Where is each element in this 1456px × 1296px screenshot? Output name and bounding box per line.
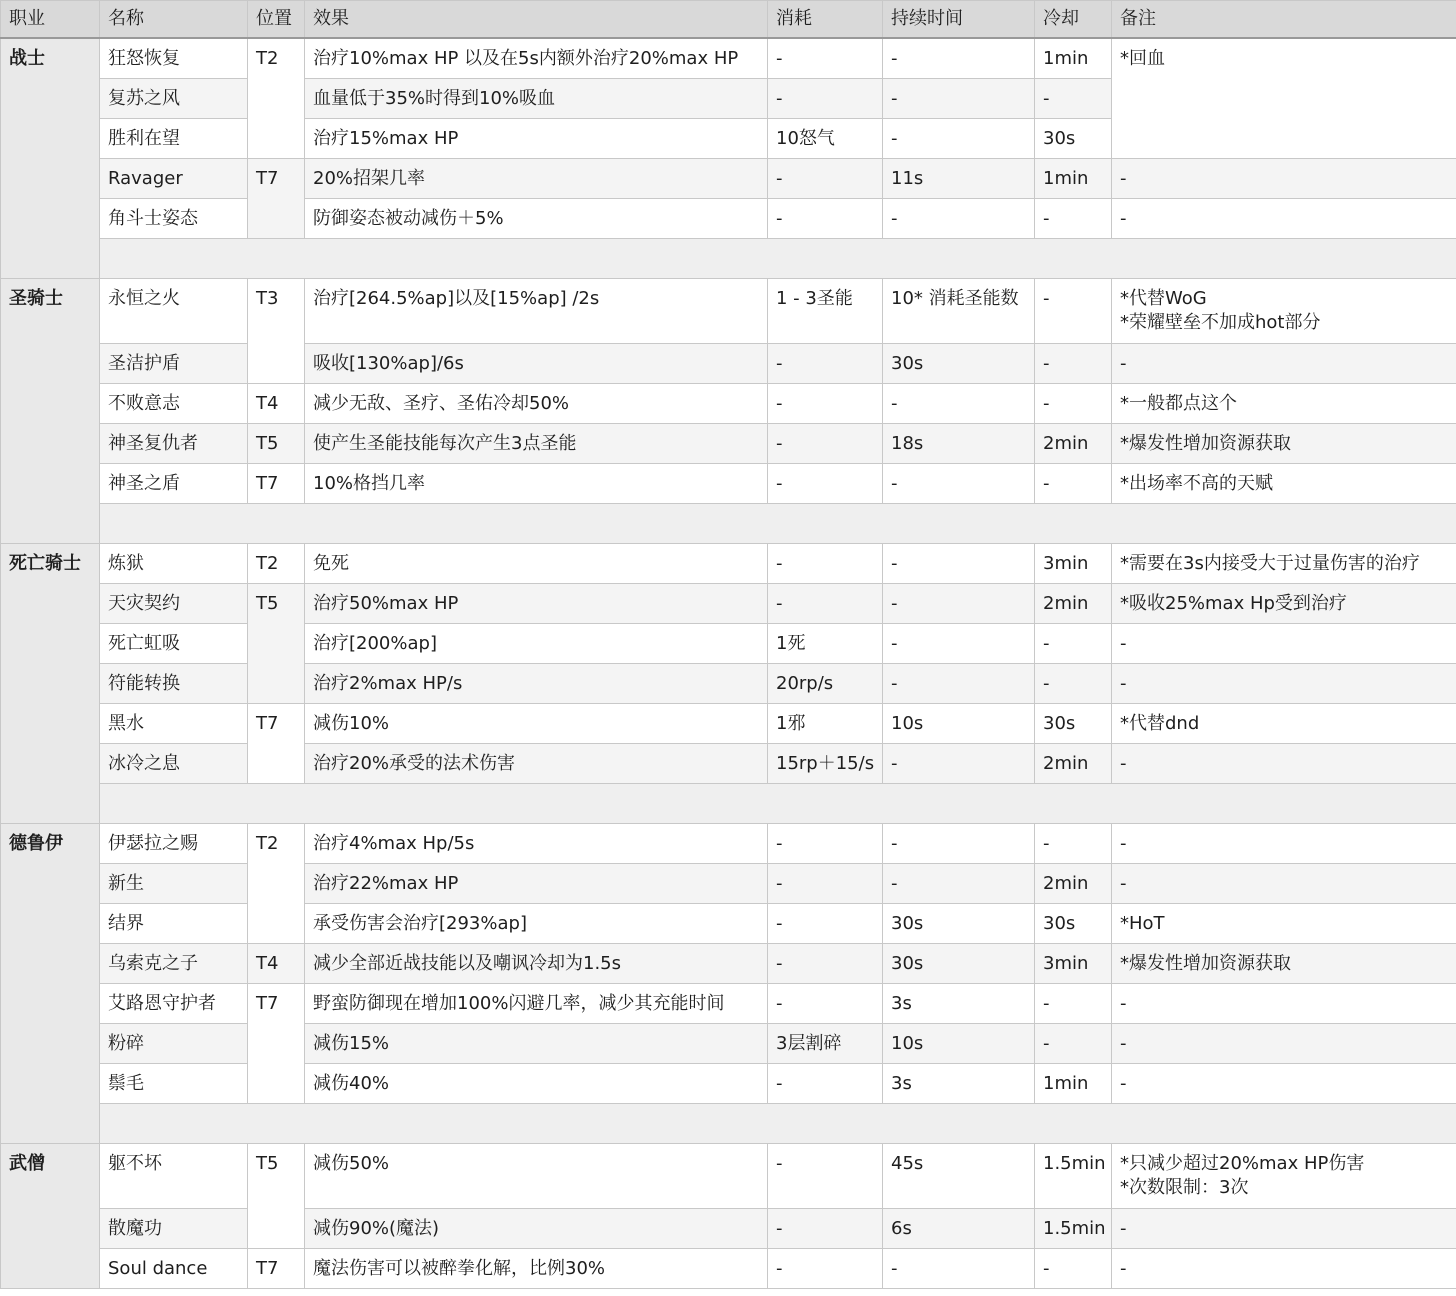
notes-cell: - (1112, 1208, 1456, 1248)
name-cell: 复苏之风 (100, 78, 248, 118)
effect-cell: 治疗15%max HP (305, 118, 768, 158)
notes-cell: *爆发性增加资源获取 (1112, 943, 1456, 983)
name-cell: 冰冷之息 (100, 743, 248, 783)
effect-cell: 治疗50%max HP (305, 583, 768, 623)
notes-cell: *爆发性增加资源获取 (1112, 423, 1456, 463)
name-cell: 神圣复仇者 (100, 423, 248, 463)
notes-cell: - (1112, 823, 1456, 863)
duration-cell: 10s (883, 703, 1035, 743)
cost-cell: - (768, 983, 883, 1023)
cooldown-cell: 30s (1035, 703, 1112, 743)
duration-cell: 3s (883, 983, 1035, 1023)
cost-cell: - (768, 198, 883, 238)
notes-cell: - (1112, 863, 1456, 903)
cooldown-cell: - (1035, 983, 1112, 1023)
effect-cell: 治疗22%max HP (305, 863, 768, 903)
cost-cell: 15rp＋15/s (768, 743, 883, 783)
cooldown-cell: 30s (1035, 903, 1112, 943)
effect-cell: 吸收[130%ap]/6s (305, 343, 768, 383)
effect-cell: 魔法伤害可以被醉拳化解，比例30% (305, 1248, 768, 1288)
name-cell: 乌索克之子 (100, 943, 248, 983)
duration-cell: - (883, 1248, 1035, 1288)
cost-cell: 10怒气 (768, 118, 883, 158)
cooldown-cell: 1min (1035, 158, 1112, 198)
class-cell: 圣骑士 (1, 278, 100, 543)
class-cell: 德鲁伊 (1, 823, 100, 1143)
name-cell: 结界 (100, 903, 248, 943)
notes-cell: *需要在3s内接受大于过量伤害的治疗 (1112, 543, 1456, 583)
cost-cell: - (768, 903, 883, 943)
cooldown-cell: - (1035, 623, 1112, 663)
spacer-cell (100, 238, 1456, 278)
notes-cell: *只减少超过20%max HP伤害 *次数限制：3次 (1112, 1143, 1456, 1208)
name-cell: 新生 (100, 863, 248, 903)
notes-cell: - (1112, 198, 1456, 238)
table-row (1, 583, 1456, 623)
name-cell: 角斗士姿态 (100, 198, 248, 238)
cost-cell: - (768, 863, 883, 903)
header-cost: 消耗 (768, 1, 883, 39)
table-row (1, 1208, 1456, 1248)
notes-cell: - (1112, 1023, 1456, 1063)
duration-cell: - (883, 118, 1035, 158)
duration-cell: - (883, 743, 1035, 783)
tier-cell: T5 (248, 583, 305, 703)
table-row (1, 38, 1456, 78)
effect-cell: 减少无敌、圣疗、圣佑冷却50% (305, 383, 768, 423)
tier-cell: T2 (248, 823, 305, 943)
notes-cell: *吸收25%max Hp受到治疗 (1112, 583, 1456, 623)
name-cell: 符能转换 (100, 663, 248, 703)
cooldown-cell: 3min (1035, 943, 1112, 983)
group-spacer-row (1, 503, 1456, 543)
cost-cell: - (768, 383, 883, 423)
duration-cell: 10* 消耗圣能数 (883, 278, 1035, 343)
duration-cell: 3s (883, 1063, 1035, 1103)
notes-cell: *代替WoG *荣耀壁垒不加成hot部分 (1112, 278, 1456, 343)
name-cell: 艾路恩守护者 (100, 983, 248, 1023)
name-cell: 永恒之火 (100, 278, 248, 343)
name-cell: 胜利在望 (100, 118, 248, 158)
effect-cell: 减少全部近战技能以及嘲讽冷却为1.5s (305, 943, 768, 983)
table-row (1, 158, 1456, 198)
cost-cell: 1 - 3圣能 (768, 278, 883, 343)
duration-cell: 10s (883, 1023, 1035, 1063)
cooldown-cell: 2min (1035, 423, 1112, 463)
tier-cell: T2 (248, 38, 305, 158)
effect-cell: 使产生圣能技能每次产生3点圣能 (305, 423, 768, 463)
group-spacer-row (1, 783, 1456, 823)
table-row (1, 1063, 1456, 1103)
name-cell: 死亡虹吸 (100, 623, 248, 663)
effect-cell: 治疗[200%ap] (305, 623, 768, 663)
name-cell: 鬃毛 (100, 1063, 248, 1103)
class-cell: 战士 (1, 38, 100, 278)
duration-cell: 30s (883, 903, 1035, 943)
cost-cell: 3层割碎 (768, 1023, 883, 1063)
cost-cell: 1死 (768, 623, 883, 663)
table-row (1, 663, 1456, 703)
cost-cell: 1邪 (768, 703, 883, 743)
notes-cell: *代替dnd (1112, 703, 1456, 743)
table-row (1, 383, 1456, 423)
name-cell: 天灾契约 (100, 583, 248, 623)
cooldown-cell: 2min (1035, 583, 1112, 623)
cooldown-cell: - (1035, 198, 1112, 238)
duration-cell: 18s (883, 423, 1035, 463)
duration-cell: 11s (883, 158, 1035, 198)
duration-cell: - (883, 198, 1035, 238)
cooldown-cell: - (1035, 1248, 1112, 1288)
class-cell: 武僧 (1, 1143, 100, 1288)
name-cell: Ravager (100, 158, 248, 198)
cooldown-cell: 1.5min (1035, 1208, 1112, 1248)
header-name: 名称 (100, 1, 248, 39)
name-cell: 黑水 (100, 703, 248, 743)
header-row (1, 1, 1456, 39)
tier-cell: T4 (248, 383, 305, 423)
effect-cell: 20%招架几率 (305, 158, 768, 198)
cooldown-cell: - (1035, 343, 1112, 383)
duration-cell: - (883, 823, 1035, 863)
duration-cell: 30s (883, 943, 1035, 983)
notes-cell: - (1112, 743, 1456, 783)
table-row (1, 823, 1456, 863)
cost-cell: - (768, 343, 883, 383)
cost-cell: - (768, 943, 883, 983)
duration-cell: - (883, 78, 1035, 118)
cost-cell: - (768, 1063, 883, 1103)
notes-cell: - (1112, 158, 1456, 198)
cost-cell: - (768, 423, 883, 463)
tier-cell: T2 (248, 543, 305, 583)
notes-cell: *HoT (1112, 903, 1456, 943)
table-body (1, 38, 1456, 1288)
table-row (1, 343, 1456, 383)
effect-cell: 血量低于35%时得到10%吸血 (305, 78, 768, 118)
cost-cell: - (768, 158, 883, 198)
group-spacer-row (1, 1103, 1456, 1143)
cost-cell: - (768, 78, 883, 118)
notes-cell: - (1112, 983, 1456, 1023)
tier-cell: T7 (248, 158, 305, 238)
effect-cell: 防御姿态被动减伤＋5% (305, 198, 768, 238)
cooldown-cell: 1.5min (1035, 1143, 1112, 1208)
cost-cell: - (768, 38, 883, 78)
cost-cell: - (768, 1143, 883, 1208)
tier-cell: T7 (248, 703, 305, 783)
tier-cell: T7 (248, 463, 305, 503)
table-row (1, 983, 1456, 1023)
effect-cell: 治疗2%max HP/s (305, 663, 768, 703)
header-cooldown: 冷却 (1035, 1, 1112, 39)
effect-cell: 治疗20%承受的法术伤害 (305, 743, 768, 783)
duration-cell: - (883, 623, 1035, 663)
header-duration: 持续时间 (883, 1, 1035, 39)
name-cell: 散魔功 (100, 1208, 248, 1248)
notes-cell: - (1112, 343, 1456, 383)
tier-cell: T4 (248, 943, 305, 983)
notes-cell: - (1112, 1248, 1456, 1288)
table-row (1, 703, 1456, 743)
cost-cell: 20rp/s (768, 663, 883, 703)
table-row (1, 863, 1456, 903)
effect-cell: 治疗10%max HP 以及在5s内额外治疗20%max HP (305, 38, 768, 78)
header-effect: 效果 (305, 1, 768, 39)
name-cell: 伊瑟拉之赐 (100, 823, 248, 863)
notes-cell: - (1112, 663, 1456, 703)
cooldown-cell: - (1035, 383, 1112, 423)
name-cell: 不败意志 (100, 383, 248, 423)
cooldown-cell: 2min (1035, 863, 1112, 903)
cooldown-cell: 1min (1035, 38, 1112, 78)
tier-cell: T5 (248, 1143, 305, 1248)
name-cell: 圣洁护盾 (100, 343, 248, 383)
cooldown-cell: - (1035, 663, 1112, 703)
effect-cell: 减伤50% (305, 1143, 768, 1208)
cooldown-cell: - (1035, 278, 1112, 343)
tier-cell: T7 (248, 983, 305, 1103)
cost-cell: - (768, 1248, 883, 1288)
duration-cell: 6s (883, 1208, 1035, 1248)
duration-cell: - (883, 383, 1035, 423)
header-tier: 位置 (248, 1, 305, 39)
effect-cell: 承受伤害会治疗[293%ap] (305, 903, 768, 943)
name-cell: 神圣之盾 (100, 463, 248, 503)
cooldown-cell: 30s (1035, 118, 1112, 158)
name-cell: 炼狱 (100, 543, 248, 583)
table-row (1, 623, 1456, 663)
name-cell: 粉碎 (100, 1023, 248, 1063)
tier-cell: T7 (248, 1248, 305, 1288)
name-cell: Soul dance (100, 1248, 248, 1288)
cooldown-cell: 3min (1035, 543, 1112, 583)
effect-cell: 减伤10% (305, 703, 768, 743)
tier-cell: T5 (248, 423, 305, 463)
name-cell: 狂怒恢复 (100, 38, 248, 78)
header-class: 职业 (1, 1, 100, 39)
effect-cell: 减伤15% (305, 1023, 768, 1063)
table-row (1, 543, 1456, 583)
header-notes: 备注 (1112, 1, 1456, 39)
table-row (1, 423, 1456, 463)
effect-cell: 治疗4%max Hp/5s (305, 823, 768, 863)
effect-cell: 野蛮防御现在增加100%闪避几率，减少其充能时间 (305, 983, 768, 1023)
cooldown-cell: 2min (1035, 743, 1112, 783)
name-cell: 躯不坏 (100, 1143, 248, 1208)
duration-cell: - (883, 463, 1035, 503)
cost-cell: - (768, 1208, 883, 1248)
cost-cell: - (768, 543, 883, 583)
cost-cell: - (768, 463, 883, 503)
effect-cell: 10%格挡几率 (305, 463, 768, 503)
notes-cell: *出场率不高的天赋 (1112, 463, 1456, 503)
tier-cell: T3 (248, 278, 305, 383)
spacer-cell (100, 503, 1456, 543)
table-row (1, 943, 1456, 983)
table-row (1, 1248, 1456, 1288)
table-row (1, 743, 1456, 783)
spacer-cell (100, 783, 1456, 823)
table-row (1, 1143, 1456, 1208)
spacer-cell (100, 1103, 1456, 1143)
table-row (1, 198, 1456, 238)
duration-cell: - (883, 543, 1035, 583)
table-row (1, 903, 1456, 943)
table-row (1, 463, 1456, 503)
cooldown-cell: - (1035, 463, 1112, 503)
notes-cell: *一般都点这个 (1112, 383, 1456, 423)
cost-cell: - (768, 583, 883, 623)
group-spacer-row (1, 238, 1456, 278)
table-row (1, 1023, 1456, 1063)
duration-cell: - (883, 863, 1035, 903)
table-row (1, 278, 1456, 343)
duration-cell: 30s (883, 343, 1035, 383)
cost-cell: - (768, 823, 883, 863)
duration-cell: - (883, 663, 1035, 703)
duration-cell: - (883, 583, 1035, 623)
cooldown-cell: - (1035, 823, 1112, 863)
effect-cell: 治疗[264.5%ap]以及[15%ap] /2s (305, 278, 768, 343)
cooldown-cell: - (1035, 1023, 1112, 1063)
effect-cell: 减伤90%(魔法) (305, 1208, 768, 1248)
effect-cell: 免死 (305, 543, 768, 583)
cooldown-cell: - (1035, 78, 1112, 118)
notes-cell: *回血 (1112, 38, 1456, 158)
duration-cell: - (883, 38, 1035, 78)
class-cell: 死亡骑士 (1, 543, 100, 823)
cooldown-cell: 1min (1035, 1063, 1112, 1103)
effect-cell: 减伤40% (305, 1063, 768, 1103)
duration-cell: 45s (883, 1143, 1035, 1208)
notes-cell: - (1112, 623, 1456, 663)
notes-cell: - (1112, 1063, 1456, 1103)
